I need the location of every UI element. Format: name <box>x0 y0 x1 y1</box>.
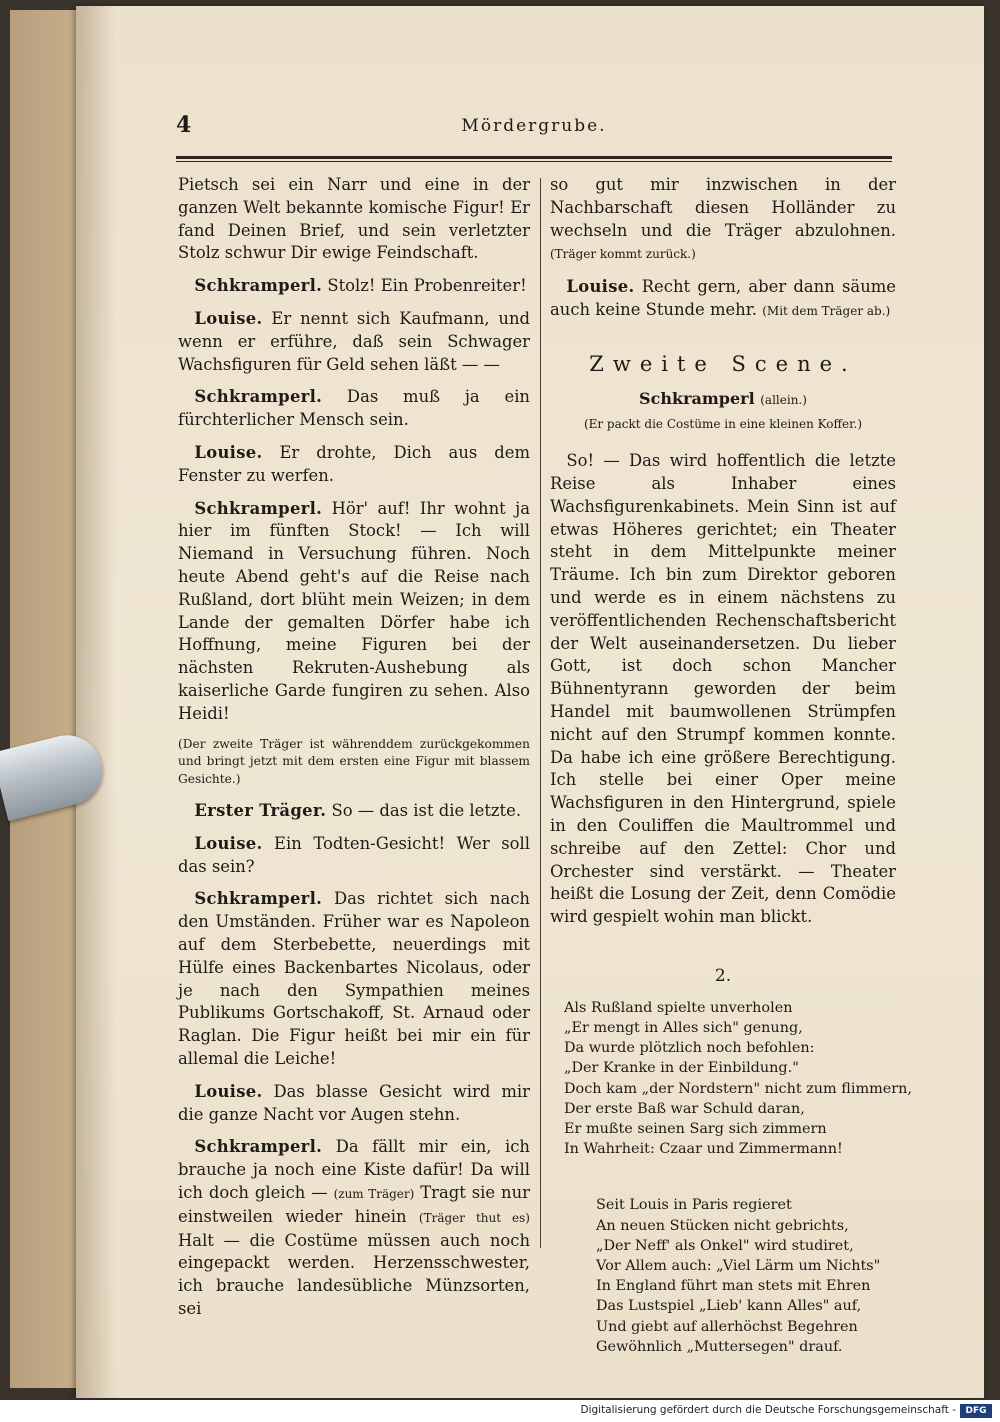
column-divider <box>540 178 541 1248</box>
scene-stage-direction: (Er packt die Costüme in eine kleinen Koffer.) <box>583 417 863 432</box>
verse-line: An neuen Stücken nicht gebrichts, <box>596 1217 849 1234</box>
verse-stanza <box>550 998 912 1160</box>
verse-line: Vor Allem auch: „Viel Lärm um Nichts" <box>596 1257 881 1274</box>
dialogue-paragraph: Schkramperl. Da fällt mir ein, ich brauche ja noch eine Kiste dafür! Da will ich doch gleich — (zum Träger) Tragt sie nur einstweilen wieder hinein (Träger thut es) Halt — die Costüme müssen auch noch eingepackt werden. Herzensschwester, ich brauche landesübliche Münzsorten, sei <box>178 1137 530 1318</box>
scene-cast: Schkramperl (allein.) <box>639 388 807 408</box>
speaker-name: Louise. <box>194 442 263 462</box>
dialogue-paragraph: Schkramperl. Stolz! Ein Probenreiter! <box>194 276 527 296</box>
inline-stage-direction: (Träger thut es) <box>418 1210 530 1225</box>
verse-line: „Der Neff' als Onkel" wird studiret, <box>596 1237 854 1254</box>
verse-line: Das Lustspiel „Lieb' kann Alles" auf, <box>596 1298 862 1315</box>
dialogue-paragraph: Louise. Er drohte, Dich aus dem Fenster zu werfen. <box>178 442 530 485</box>
inline-stage-direction: (zum Träger) <box>333 1186 415 1201</box>
dialogue-paragraph: so gut mir inzwischen in der Nachbarschaft diesen Holländer zu wechseln und die Träger abzulohnen. (Träger kommt zurück.) <box>550 175 896 262</box>
verse-line: Der erste Baß war Schuld daran, <box>564 1100 805 1117</box>
right-column <box>550 174 912 1357</box>
speaker-name: Schkramperl. <box>194 889 323 909</box>
running-title: Mördergrube. <box>461 116 607 136</box>
dialogue-paragraph: Schkramperl. Das muß ja ein fürchterlicher Mensch sein. <box>178 387 530 430</box>
speaker-name: Erster Träger. <box>194 801 327 821</box>
speaker-name: Schkramperl. <box>194 387 323 407</box>
stage-direction: (Der zweite Träger ist währenddem zurückgekommen und bringt jetzt mit dem ersten eine Figur mit blassem Gesichte.) <box>178 736 530 786</box>
header-rule-thick <box>176 156 892 159</box>
header-rule-thin <box>176 161 892 162</box>
inline-stage-direction: (Träger kommt zurück.) <box>550 247 696 262</box>
verse-stanza <box>550 1195 896 1357</box>
speaker-name: Schkramperl. <box>194 276 323 296</box>
verse-line: Als Rußland spielte unverholen <box>564 999 793 1016</box>
page-gutter-shadow <box>76 6 116 1398</box>
dialogue-paragraph: Schkramperl. Hör' auf! Ihr wohnt ja hier im fünften Stock! — Ich will Niemand in Versuchung führen. Noch heute Abend geht's auf die Reise nach Rußland, dort blüht mein Weizen; in dem Lande der gemalten Dörfer habe ich Hoffnung, meine Figuren bei der nächsten Rekruten-Aushebung als kaiserliche Garde fungiren zu sehen. Also Heidi! <box>178 498 530 723</box>
verse-line: „Der Kranke in der Einbildung." <box>564 1060 799 1077</box>
verse-line: Und giebt auf allerhöchst Begehren <box>596 1318 858 1335</box>
dialogue-paragraph: Schkramperl. Das richtet sich nach den Umständen. Früher war es Napoleon auf dem Sterbebette, neuerdings mit Hülfe eines Backenbartes Nicolaus, oder je nach den Sympathien meines Publikums Gortschakoff, St. Arnaud oder Raglan. Die Figur heißt bei mir ein für allemal die Leiche! <box>178 889 530 1068</box>
verse-line: Er mußte seinen Sarg sich zimmern <box>564 1120 827 1137</box>
verse-line: In England führt man stets mit Ehren <box>596 1278 871 1295</box>
verse-line: Doch kam „der Nordstern" nicht zum flimmern, <box>564 1080 912 1097</box>
dialogue-paragraph: Louise. Ein Todten-Gesicht! Wer soll das sein? <box>178 833 530 876</box>
funding-credit: Digitalisierung gefördert durch die Deutsche Forschungsgemeinschaft - <box>580 1404 956 1416</box>
inline-stage-direction: (Mit dem Träger ab.) <box>762 303 891 318</box>
dfg-logo: DFG <box>960 1404 992 1418</box>
dialogue-paragraph: Pietsch sei ein Narr und eine in der ganzen Welt bekannte komische Figur! Er fand Deinen Brief, und sein verletzter Stolz schwur Dir ewige Feindschaft. <box>178 175 530 263</box>
page-number: 4 <box>176 112 192 138</box>
speaker-name: Louise. <box>566 277 635 297</box>
speaker-name: Schkramperl. <box>194 1137 323 1157</box>
left-column <box>178 174 530 1321</box>
scene-heading: Zweite Scene. <box>589 351 857 376</box>
footer-bar <box>0 1400 1000 1422</box>
monologue-paragraph: So! — Das wird hoffentlich die letzte Reise als Inhaber eines Wachsfigurenkabinets. Mein Sinn ist auf etwas Höheres gerichtet; ein Theater steht in dem Mittelpunkte meiner Träume. Ich bin zum Direktor geboren und werde es in einem nächstens zu veröffentlichenden Rechenschaftsbericht der Welt auseinandersetzen. Du lieber Gott, ist doch schon Mancher Bühnentyrann geworden der beim Handel mit baumwollenen Strümpfen nicht auf den Strumpf kommen konnte. Da habe ich eine größere Berechtigung. Ich stelle bei einer Oper meine Wachsfiguren in den Hintergrund, spiele in den Couliffen die Maultrommel und schreibe auf den Zettel: Chor und Orchester sind verstärkt. — Theater heißt die Losung der Zeit, denn Comödie wird gespielt wohin man blickt. <box>550 451 896 927</box>
speaker-name: Louise. <box>194 1081 263 1101</box>
dialogue-paragraph: Louise. Das blasse Gesicht wird mir die ganze Nacht vor Augen stehn. <box>178 1081 530 1124</box>
verse-line: Da wurde plötzlich noch befohlen: <box>564 1040 815 1057</box>
verse-line: „Er mengt in Alles sich" genung, <box>564 1019 803 1036</box>
speaker-name: Schkramperl. <box>194 498 323 518</box>
speaker-name: Louise. <box>194 308 263 328</box>
verse-number: 2. <box>714 965 732 986</box>
verse-line: Seit Louis in Paris regieret <box>596 1197 792 1214</box>
dialogue-paragraph: Louise. Er nennt sich Kaufmann, und wenn er erführe, daß sein Schwager Wachsfiguren für Geld sehen läßt — — <box>178 308 530 374</box>
verse-line: In Wahrheit: Czaar und Zimmermann! <box>564 1141 843 1158</box>
page-header <box>176 112 892 152</box>
verse-line: Gewöhnlich „Muttersegen" drauf. <box>596 1338 843 1355</box>
dialogue-paragraph: Louise. Recht gern, aber dann säume auch keine Stunde mehr. (Mit dem Träger ab.) <box>550 277 896 319</box>
speaker-name: Louise. <box>194 833 263 853</box>
dialogue-paragraph: Erster Träger. So — das ist die letzte. <box>194 801 522 821</box>
